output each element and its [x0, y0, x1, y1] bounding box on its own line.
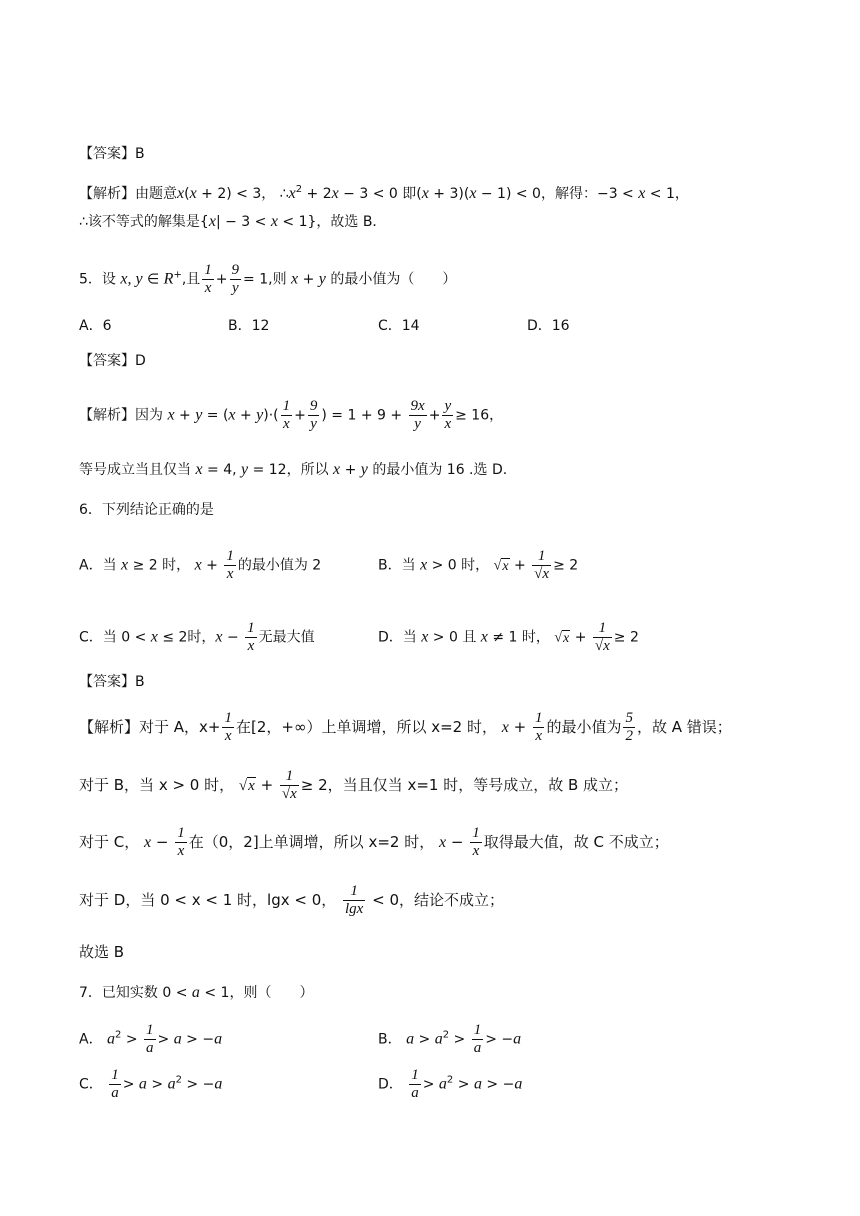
q5-option-c: C．14: [378, 318, 420, 334]
q6-analysis-d: 对于 D，当 0 < x < 1 时，lgx < 0， $\frac{1}{\lg x}$ < 0，结论不成立；: [79, 883, 504, 917]
q6-analysis-b: 对于 B，当 x > 0 时， √x + $\frac{1}{√x}$ ≥ 2，当且仅当 x=1 时，等号成立，故 B 成立；: [79, 768, 629, 802]
q6-analysis-a: 【解析】对于 A，x+ $\frac{1}{x}$ 在[2，+∞）上单调增，所以 x=2 时， x + $\frac{1}{x}$ 的最小值为 $\frac{5}{2}$ ，故 A 错误；: [79, 710, 732, 744]
q7-option-b: B． $a > a^2$ > $\frac{1}{a}$ > −a: [378, 1022, 522, 1056]
q6-conclusion: 故选 B: [79, 943, 125, 961]
q7-stem: 7．已知实数 0 < a < 1，则（ ）: [79, 984, 314, 1001]
q4-analysis-line1: 【解析】由题意x(x + 2) < 3， $\therefore x^2 + 2x - 3 < 0$ 即(x + 3)(x − 1) < 0，解得：−3 < x < 1，: [79, 184, 689, 202]
q6-stem: 6．下列结论正确的是: [79, 502, 214, 518]
q6-analysis-c: 对于 C， x − $\frac{1}{x}$ 在（0，2]上单调增，所以 x=2 时， x − $\frac{1}{x}$ 取得最大值，故 C 不成立；: [79, 825, 669, 859]
q4-analysis-line2: ∴该不等式的解集是{x| − 3 < x < 1}，故选 B．: [79, 213, 387, 230]
q5-option-d: D．16: [527, 318, 570, 334]
q6-option-c: C．当 0 < x ≤ 2时，x − $\frac{1}{x}$ 无最大值: [79, 620, 315, 654]
q5-analysis-line2: 等号成立当且仅当 x = 4, y = 12，所以 x + y 的最小值为 16 .选 D.: [79, 461, 508, 478]
q5-option-a: A．6: [79, 318, 112, 334]
q5-answer: 【答案】D: [79, 353, 146, 369]
q5-option-b: B．12: [228, 318, 270, 334]
q6-option-d: D．当 x > 0 且 x ≠ 1 时， √x + $\frac{1}{√x}$ ≥ 2: [378, 620, 639, 654]
q7-option-c: C． $\frac{1}{a}$ > $a > a^2 > -a$: [79, 1067, 223, 1101]
q6-option-b: B．当 x > 0 时， √x + $\frac{1}{√x}$ ≥ 2: [378, 548, 579, 582]
q4-answer: 【答案】B: [79, 146, 145, 162]
q6-option-a: A．当 x ≥ 2 时， x + $\frac{1}{x}$ 的最小值为 2: [79, 548, 322, 582]
q7-option-a: A． $a^2$ > $\frac{1}{a}$ > a > −a: [79, 1022, 223, 1056]
q7-option-d: D． $\frac{1}{a}$ > $a^2 > a > -a$: [378, 1067, 523, 1101]
q5-stem: 5．设 x, y ∈ R+,且 $\frac{1}{x}$ + $\frac{9}{y}$ = 1,则 x + y 的最小值为（ ）: [79, 262, 457, 296]
q6-answer: 【答案】B: [79, 674, 145, 690]
q5-analysis-line1: 【解析】因为 x + y = (x + y)·( $\frac{1}{x}$ + $\frac{9}{y}$ ) = 1 + 9 + $\frac{9x}{y}$ + $\frac{y}{x}$ ≥ 16，: [79, 398, 504, 432]
